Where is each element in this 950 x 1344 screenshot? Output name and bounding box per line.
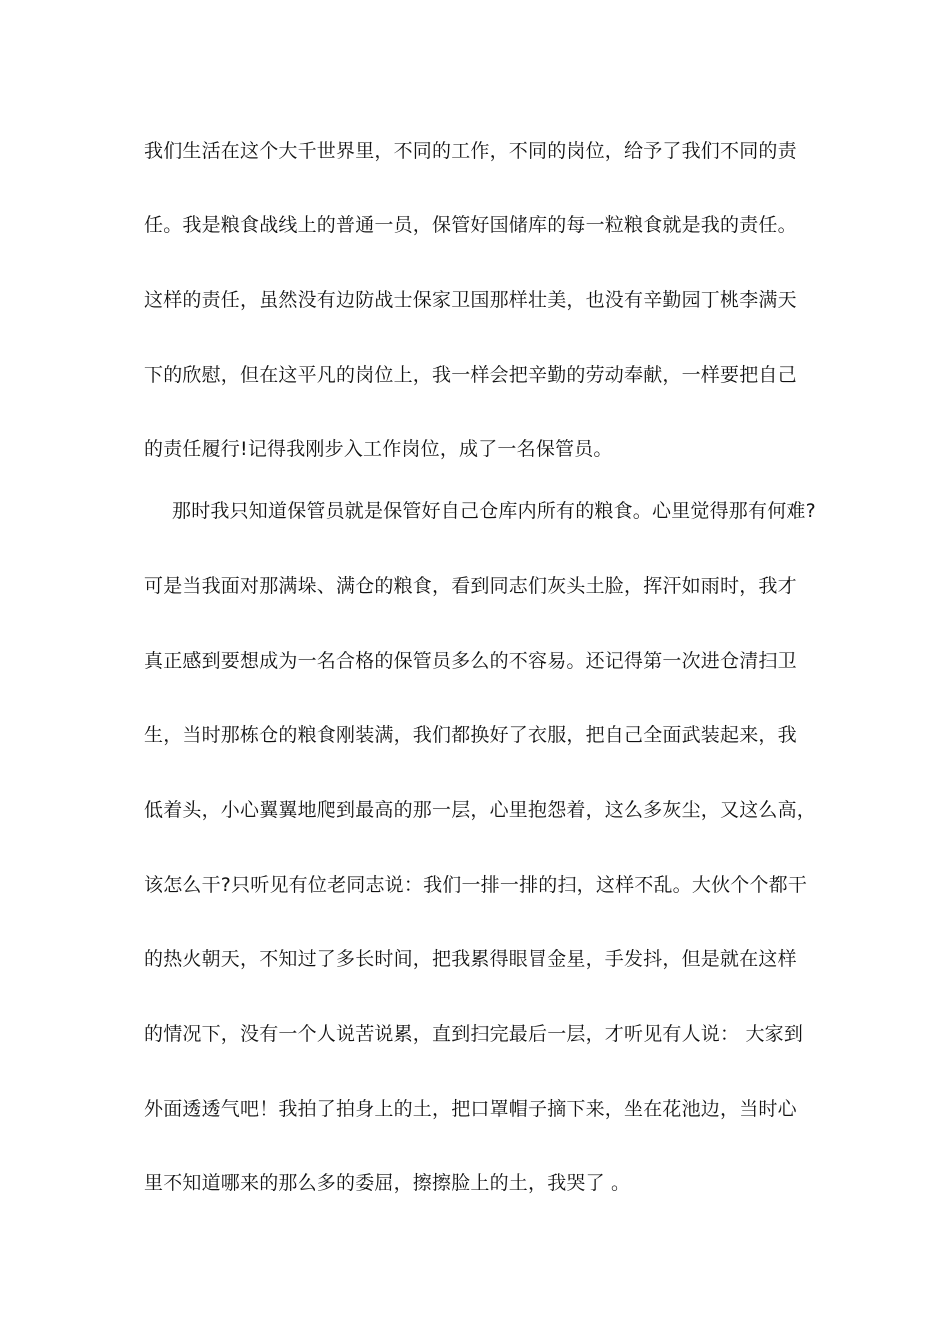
text-line: 的情况下，没有一个人说苦说累，直到扫完最后一层，才听见有人说： 大家到 [144,1023,804,1045]
text-line: 里不知道哪来的那么多的委屈，擦擦脸上的土，我哭了 。 [144,1172,631,1194]
text-line: 低着头，小心翼翼地爬到最高的那一层，心里抱怨着，这么多灰尘，又这么高， [144,799,817,821]
text-line: 真正感到要想成为一名合格的保管员多么的不容易。还记得第一次进仓清扫卫 [144,650,797,672]
text-line: 这样的责任，虽然没有边防战士保家卫国那样壮美，也没有辛勤园丁桃李满天 [144,289,797,311]
text-line: 外面透透气吧！我拍了拍身上的土，把口罩帽子摘下来，坐在花池边，当时心 [144,1098,797,1120]
paragraph-first-line: 那时我只知道保管员就是保管好自己仓库内所有的粮食。心里觉得那有何难? [172,500,816,522]
text-line: 下的欣慰，但在这平凡的岗位上，我一样会把辛勤的劳动奉献，一样要把自己 [144,364,797,386]
text-line: 的责任履行!记得我刚步入工作岗位，成了一名保管员。 [144,438,613,460]
text-line: 任。我是粮食战线上的普通一员，保管好国储库的每一粒粮食就是我的责任。 [144,214,797,236]
text-line: 的热火朝天，不知过了多长时间，把我累得眼冒金星，手发抖，但是就在这样 [144,948,797,970]
text-line: 该怎么干?只听见有位老同志说：我们一排一排的扫，这样不乱。大伙个个都干 [144,874,808,896]
text-line: 生，当时那栋仓的粮食刚装满，我们都换好了衣服，把自己全面武装起来，我 [144,724,797,746]
text-line: 我们生活在这个大千世界里，不同的工作，不同的岗位，给予了我们不同的责 [144,140,797,162]
text-line: 可是当我面对那满垛、满仓的粮食，看到同志们灰头土脸，挥汗如雨时，我才 [144,575,797,597]
